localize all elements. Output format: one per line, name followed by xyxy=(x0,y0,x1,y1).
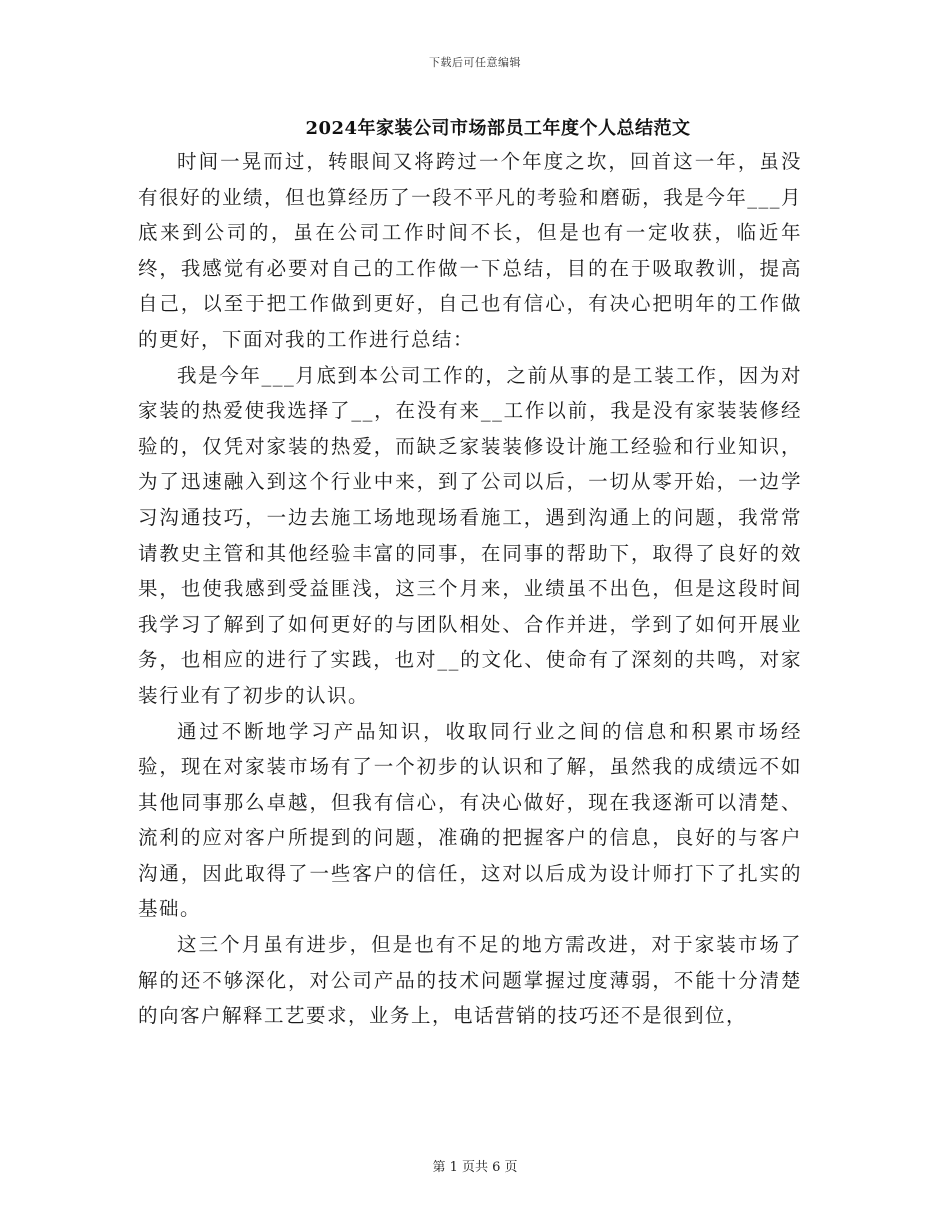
document-title: 2024年家装公司市场部员工年度个人总结范文 xyxy=(305,118,691,139)
paragraph-4: 这三个月虽有进步，但是也有不足的地方需改进，对于家装市场了解的还不够深化，对公司产品的技术问题掌握过度薄弱，不能十分清楚的向客户解释工艺要求，业务上，电话营销的技巧还不是很到位， xyxy=(138,933,802,1028)
paragraph-2: 我是今年___月底到本公司工作的，之前从事的是工装工作，因为对家装的热爱使我选择了__，在没有来__工作以前，我是没有家装装修经验的，仅凭对家装的热爱，而缺乏家装装修设计施工经验和行业知识，为了迅速融入到这个行业中来，到了公司以后，一切从零开始，一边学习沟通技巧，一边去施工场地现场看施工，遇到沟通上的问题，我常常请教史主管和其他经验丰富的同事，在同事的帮助下，取得了良好的效果，也使我感到受益匪浅，这三个月来，业绩虽不出色，但是这段时间我学习了解到了如何更好的与团队相处、合作并进，学到了如何开展业务，也相应的进行了实践，也对__的文化、使命有了深刻的共鸣，对家装行业有了初步的认识。 xyxy=(138,363,802,707)
paragraph-1: 时间一晃而过，转眼间又将跨过一个年度之坎，回首这一年，虽没有很好的业绩，但也算经历了一段不平凡的考验和磨砺，我是今年___月底来到公司的，虽在公司工作时间不长，但是也有一定收获，临近年终，我感觉有必要对自己的工作做一下总结，目的在于吸取教训，提高自己，以至于把工作做到更好，自己也有信心，有决心把明年的工作做的更好，下面对我的工作进行总结： xyxy=(138,150,802,351)
document-body xyxy=(138,144,802,1034)
page-header-note: 下载后可任意编辑 xyxy=(429,56,521,69)
paragraph-3: 通过不断地学习产品知识，收取同行业之间的信息和积累市场经验，现在对家装市场有了一个初步的认识和了解，虽然我的成绩远不如其他同事那么卓越，但我有信心，有决心做好，现在我逐渐可以清楚、流利的应对客户所提到的问题，准确的把握客户的信息，良好的与客户沟通，因此取得了一些客户的信任，这对以后成为设计师打下了扎实的基础。 xyxy=(138,719,802,921)
page-number: 第 1 页共 6 页 xyxy=(432,1160,518,1175)
